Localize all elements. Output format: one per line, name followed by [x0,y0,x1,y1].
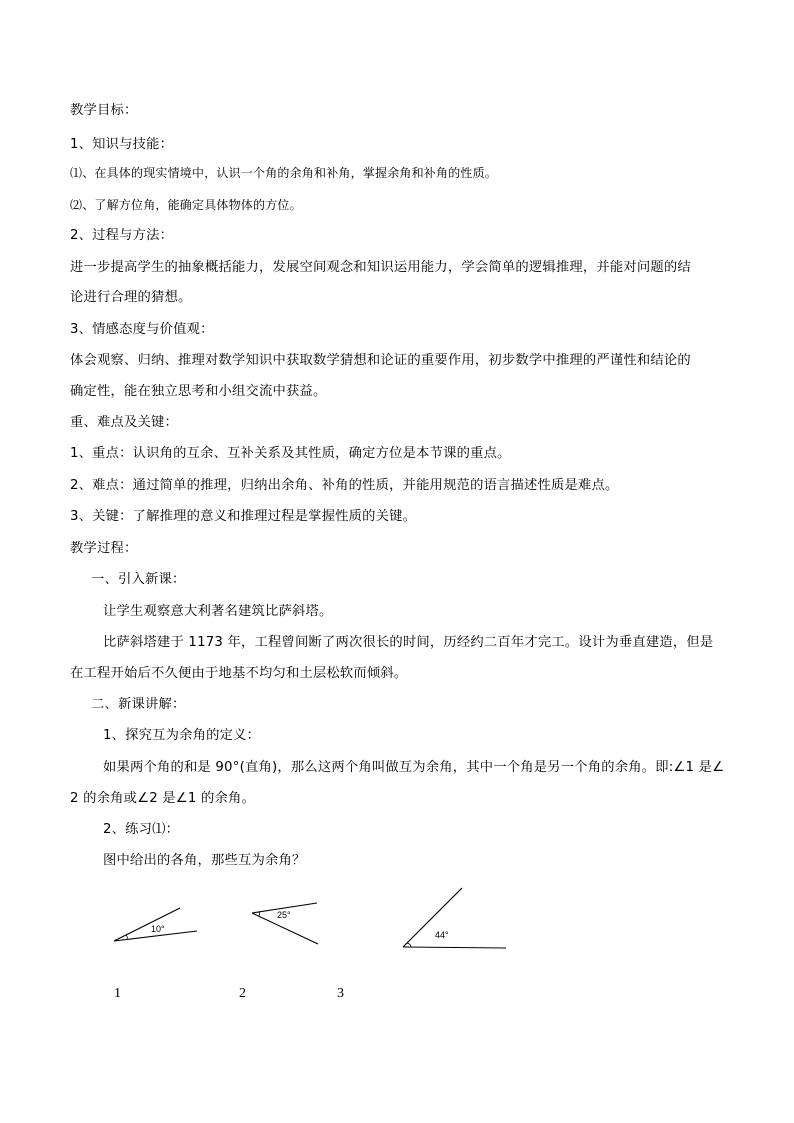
process-heading: 教学过程： [70,541,138,556]
section-2-text-line-1: 进一步提高学生的抽象概括能力，发展空间观念和知识运用能力，学会简单的逻辑推理，并能对问题的结 [70,260,691,275]
section-3-text-line-1: 体会观察、归纳、推理对数学知识中获取数学猜想和论证的重要作用，初步数学中推理的严谨性和结论的 [70,353,691,368]
section-1-item-1: ⑴、在具体的现实情境中，认识一个角的余角和补角，掌握余角和补角的性质。 [70,166,498,180]
angle-1 [114,908,197,941]
key-point-3: 3、关键：了解推理的意义和推理过程是掌握性质的关键。 [70,509,417,524]
angle-3 [403,888,506,948]
key-points-heading: 重、难点及关键： [70,415,178,430]
part-2-subtitle-2: 2、练习⑴： [103,822,180,837]
section-1-title: 1、知识与技能： [70,137,174,152]
key-point-1: 1、重点：认识角的互余、互补关系及其性质，确定方位是本节课的重点。 [70,446,511,461]
part-2-question: 图中给出的各角，那些互为余角？ [103,853,306,868]
part-2-title: 二、新课讲解： [91,697,186,712]
section-1-item-2: ⑵、了解方位角，能确定具体物体的方位。 [70,198,302,212]
part-1-paragraph-1: 让学生观察意大利著名建筑比萨斜塔。 [103,604,333,619]
key-point-2: 2、难点：通过简单的推理，归纳出余角、补角的性质，并能用规范的语言描述性质是难点。 [70,478,619,493]
section-3-text-line-2: 确定性，能在独立思考和小组交流中获益。 [70,384,327,399]
part-2-definition-line-1: 如果两个角的和是 90°(直角)，那么这两个角叫做互为余角，其中一个角是另一个角的余角。即:∠1 是∠ [103,760,725,775]
figure-number-1: 1 [114,986,122,1001]
angles-figure [100,880,520,960]
part-2-definition-line-2: 2 的余角或∠2 是∠1 的余角。 [70,791,255,806]
section-2-title: 2、过程与方法： [70,228,174,243]
angle-2 [252,903,318,944]
figure-number-3: 3 [337,986,345,1001]
angle-3-label: 44° [435,930,449,940]
angle-2-label: 25° [277,910,291,920]
part-1-paragraph-2-line-1: 比萨斜塔建于 1173 年，工程曾间断了两次很长的时间，历经约二百年才完工。设计为垂直建造，但是 [103,635,714,650]
section-2-text-line-2: 论进行合理的猜想。 [70,290,192,305]
section-3-title: 3、情感态度与价值观： [70,322,214,337]
part-1-paragraph-2-line-2: 在工程开始后不久便由于地基不均匀和土层松软而倾斜。 [70,666,408,681]
angle-1-label: 10° [151,924,165,934]
part-2-subtitle-1: 1、探究互为余角的定义： [103,728,261,743]
goals-heading: 教学目标： [70,103,138,118]
part-1-title: 一、引入新课： [91,572,186,587]
figure-number-2: 2 [239,986,247,1001]
